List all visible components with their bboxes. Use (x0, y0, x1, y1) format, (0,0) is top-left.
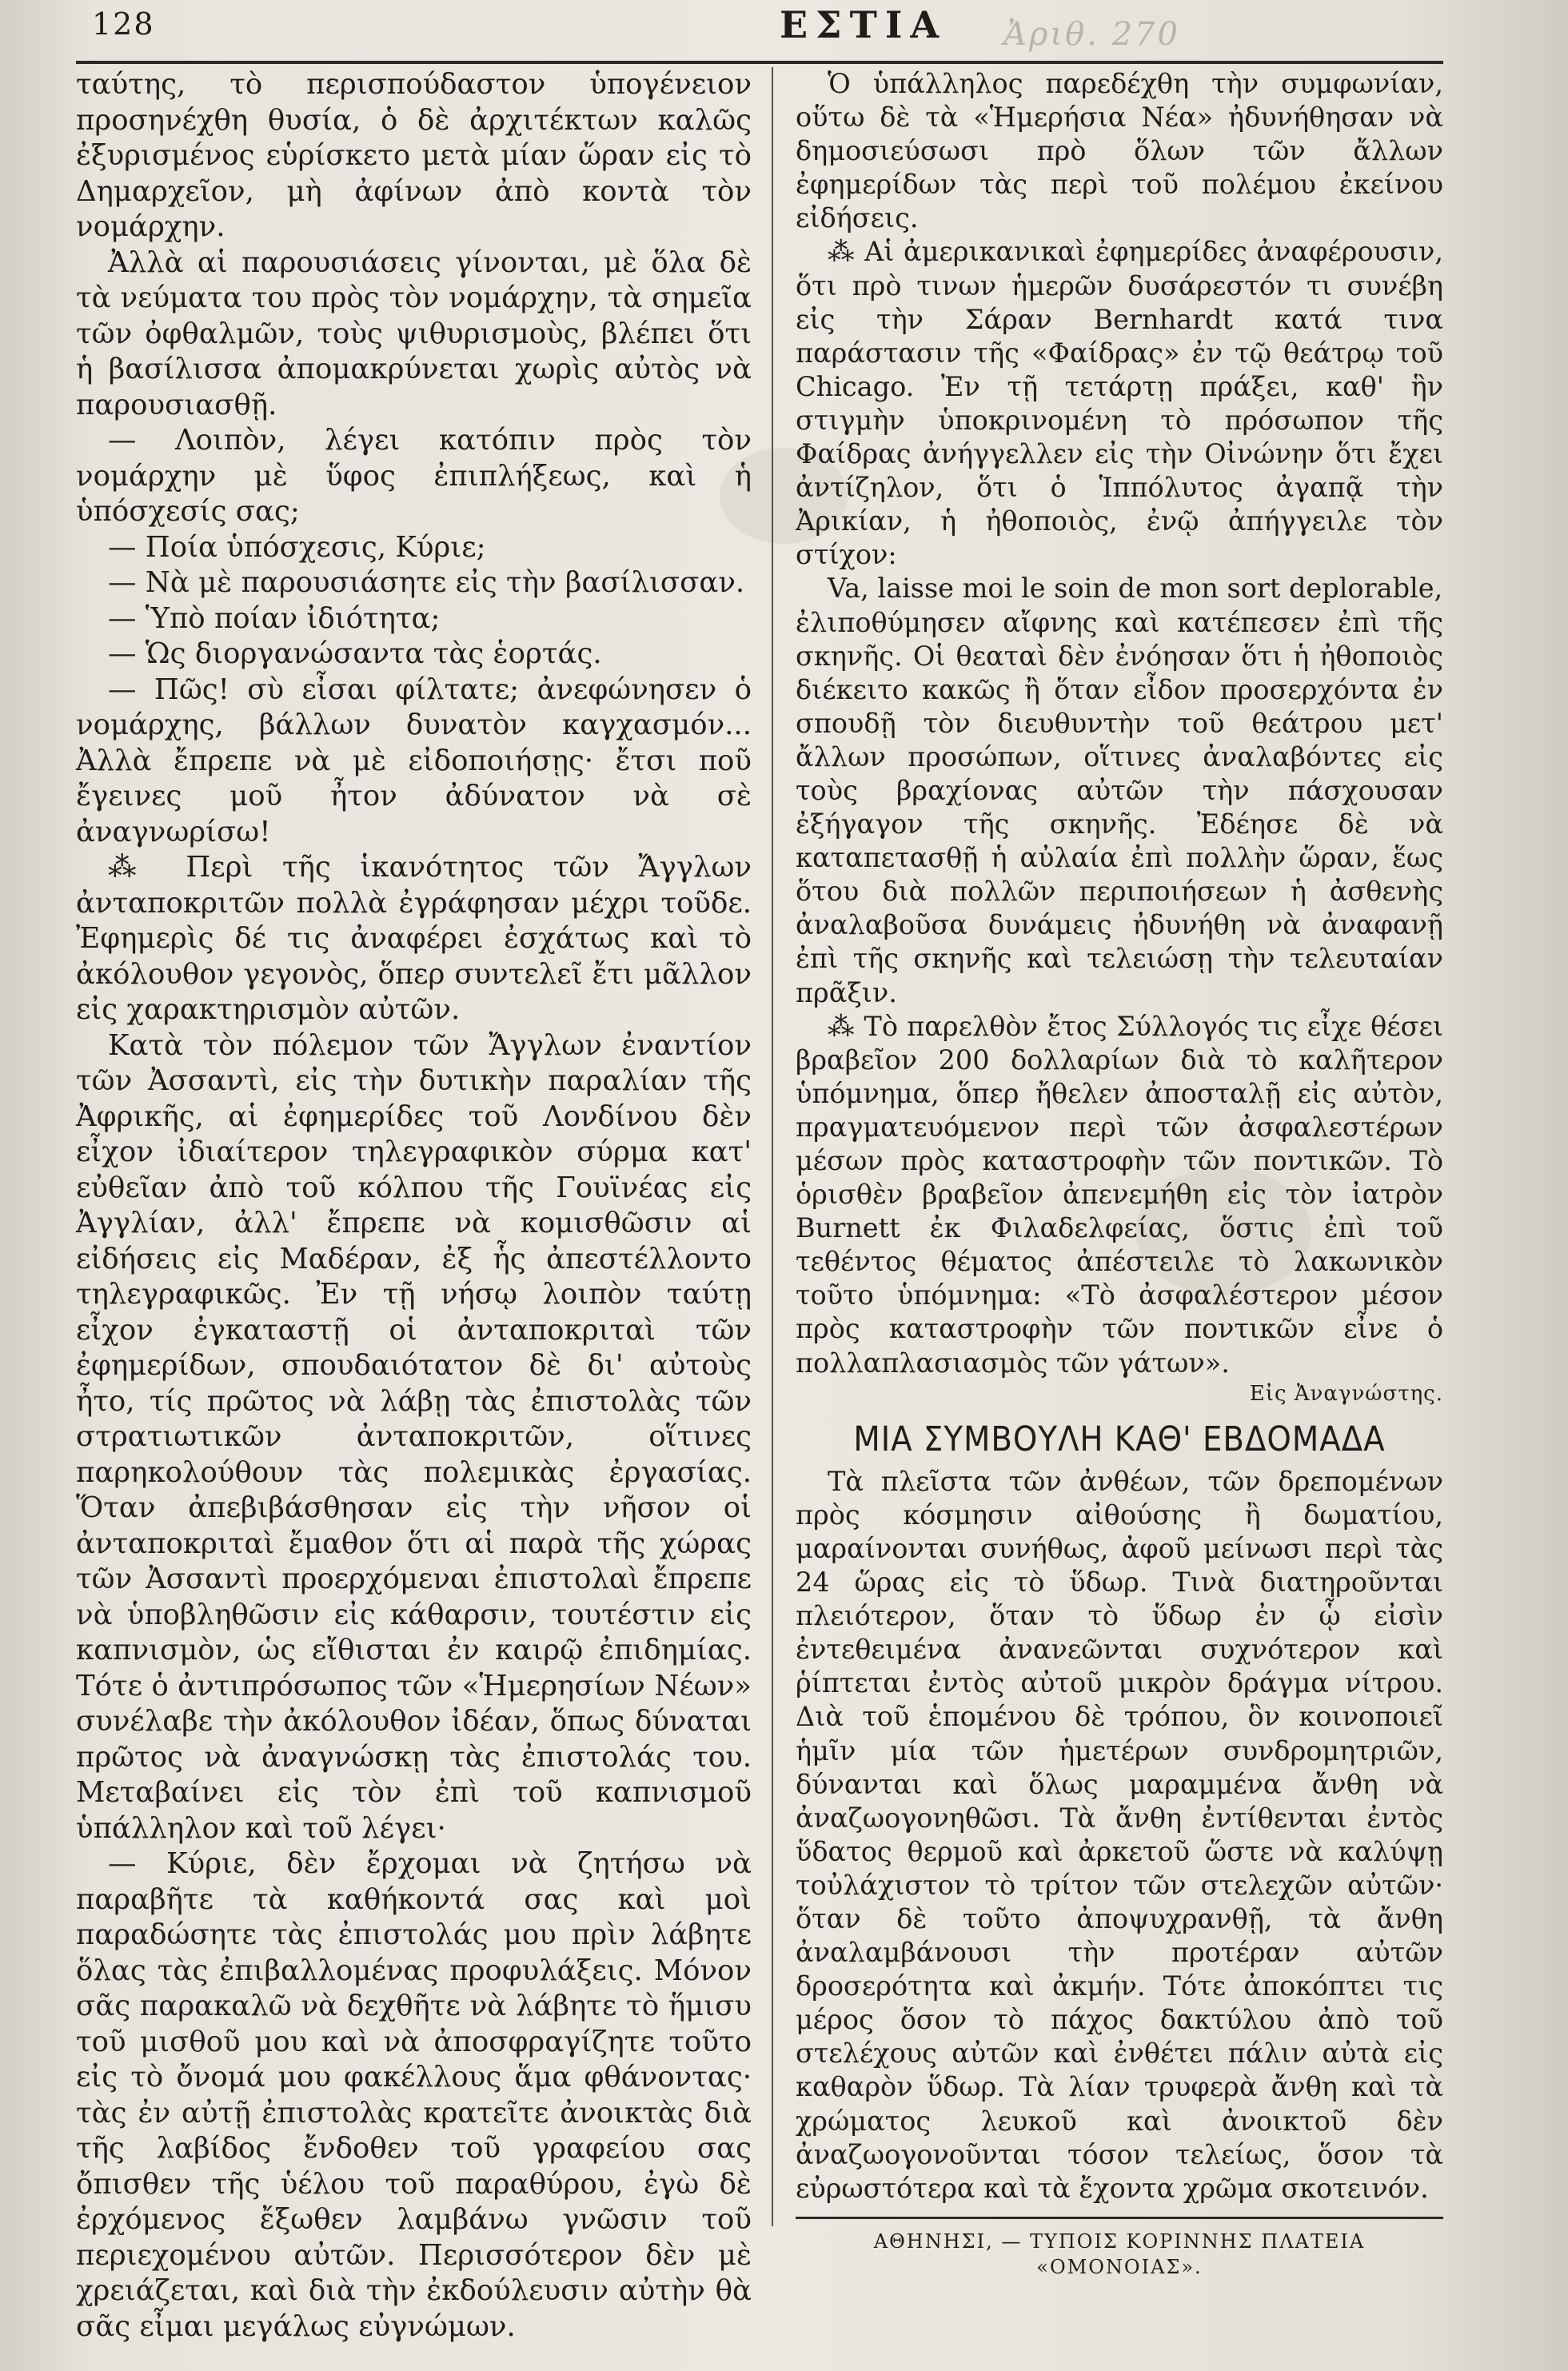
paragraph: ἐλιποθύμησεν αἴφνης καὶ κατέπεσεν ἐπὶ τῆς σκηνῆς. Οἱ θεαταὶ δὲν ἐνόησαν ὅτι ἡ ἠθοποιὸς διέκειτο κακῶς ἢ ὅταν εἶδον προσερχόντα ἐν σπουδῇ τὸν διευθυντὴν τοῦ θεάτρου μετ' ἄλλων προσώπων, οἵτινες ἀναλαβόντες εἰς τοὺς βραχίονας αὐτῶν τὴν πάσχουσαν ἐξήγαγον τῆς σκηνῆς. Ἐδέησε δὲ νὰ καταπετασθῇ ἡ αὐλαία ἐπὶ πολλὴν ὥραν, ἕως ὅτου διὰ πολλῶν περιποιήσεων ἡ ἀσθενὴς ἀναλαβοῦσα δυνάμεις ἠδυνήθη νὰ ἀναφανῇ ἐπὶ τῆς σκηνῆς καὶ τελειώσῃ τὴν τελευταίαν πρᾶξιν. (796, 606, 1443, 1008)
dialogue-line: — Ὑπὸ ποίαν ἰδιότητα; (108, 601, 441, 635)
signature: Εἰς Ἀναγνώστης. (1249, 1381, 1443, 1406)
verse-quote: Va, laisse moi le soin de mon sort deplorable, (828, 573, 1443, 605)
page-header (76, 0, 1435, 56)
paragraph: Τὰ πλεῖστα τῶν ἀνθέων, τῶν δρεπομένων πρὸς κόσμησιν αἰθούσης ἢ δωματίου, μαραίνονται συνήθως, ἀφοῦ μείνωσι περὶ τὰς 24 ὥρας εἰς τὸ ὕδωρ. Τινὰ διατηροῦνται πλειότερον, ὅταν τὸ ὕδωρ ἐν ᾧ εἰσὶν ἐντεθειμένα ἀνανεῶνται συχνότερον καὶ ῥίπτεται ἐντὸς αὐτοῦ μικρὸν δράγμα νίτρου. Διὰ τοῦ ἑπομένου δὲ τρόπου, ὃν κοινοποιεῖ ἡμῖν μία τῶν ἡμετέρων συνδρομητριῶν, δύνανται καὶ ὅλως μαραμμένα ἄνθη νὰ ἀναζωογονηθῶσι. Τὰ ἄνθη ἐντίθενται ἐντὸς ὕδατος θερμοῦ καὶ ἀρκετοῦ ὥστε νὰ καλύψῃ τοὐλάχιστον τὸ τρίτον τῶν στελεχῶν αὐτῶν· ὅταν δὲ τοῦτο ἀποψυχρανθῇ, τὰ ἄνθη ἀναλαμβάνουσι τὴν προτέραν αὐτῶν δροσερότητα καὶ ἀκμήν. Τότε ἀποκόπτει τις μέρος ὅσον τὸ πάχος δακτύλου ἀπὸ τοῦ στελέχους αὐτῶν καὶ ἐνθέτει πάλιν αὐτὰ εἰς καθαρὸν ὕδωρ. Τὰ λίαν τρυφερὰ ἄνθη καὶ τὰ χρώματος λευκοῦ καὶ ἀνοικτοῦ δὲν ἀναζωογονοῦνται τόσον τελείως, ὅσον τὰ εὐρωστότερα καὶ τὰ ἔχοντα χρῶμα σκοτεινόν. (796, 1465, 1443, 2204)
section-heading: ΜΙΑ ΣΥΜΒΟΥΛΗ ΚΑΘ' ΕΒΔΟΜΑΔΑ (853, 1419, 1386, 1459)
news-item: ⁂ Αἱ ἀμερικανικαὶ ἐφημερίδες ἀναφέρουσιν, ὅτι πρὸ τινων ἡμερῶν δυσάρεστόν τι συνέβη εἰς τὴν Σάραν Bernhardt κατά τινα παράστασιν τῆς «Φαίδρας» ἐν τῷ θεάτρῳ τοῦ Chicago. Ἐν τῇ τετάρτῃ πράξει, καθ' ἣν στιγμὴν ὑποκρινομένη τὸ πρόσωπον τῆς Φαίδρας ἀνήγγελλεν εἰς τὴν Οἰνώνην ὅτι ἔχει ἀντίζηλον, ὅτι ὁ Ἱππόλυτος ἀγαπᾷ τὴν Ἀρικίαν, ἡ ἠθοποιὸς, ἐνῷ ἀπήγγειλε τὸν στίχον: (796, 236, 1443, 571)
dialogue-line: — Νὰ μὲ παρουσιάσητε εἰς τὴν βασίλισσαν. (108, 566, 745, 599)
news-item: ⁂ Περὶ τῆς ἱκανότητος τῶν Ἄγγλων ἀνταποκριτῶν πολλὰ ἐγράφησαν μέχρι τοῦδε. Ἐφημερὶς δέ τις ἀναφέρει ἐσχάτως καὶ τὸ ἀκόλουθον γεγονὸς, ὅπερ συντελεῖ ἔτι μᾶλλον εἰς χαρακτηρισμὸν αὐτῶν. (76, 851, 752, 1026)
footer-rule (796, 2217, 1443, 2219)
paragraph: ταύτης, τὸ περισπούδαστον ὑπογένειον προσηνέχθη θυσία, ὁ δὲ ἀρχιτέκτων καλῶς ἐξυρισμένος εὑρίσκετο μετὰ μίαν ὥραν εἰς τὸ Δημαρχεῖον, μὴ ἀφίνων ἀπὸ κοντὰ τὸν νομάρχην. (76, 68, 752, 243)
news-item: ⁂ Τὸ παρελθὸν ἔτος Σύλλογός τις εἶχε θέσει βραβεῖον 200 δολλαρίων διὰ τὸ καλῆτερον ὑπόμνημα, ὅπερ ἤθελεν ἀποσταλῇ εἰς αὐτὸν, πραγματευόμενον περὶ τῶν ἀσφαλεστέρων μέσων πρὸς καταστροφὴν τῶν ποντικῶν. Τὸ ὁρισθὲν βραβεῖον ἀπενεμήθη εἰς τὸν ἰατρὸν Burnett ἐκ Φιλαδελφείας, ὅστις ἐπὶ τοῦ τεθέντος θέματος ἀπέστειλε τὸ λακωνικὸν τοῦτο ὑπόμνημα: «Τὸ ἀσφαλέστερον μέσον πρὸς καταστροφὴν τῶν ποντικῶν εἶνε ὁ πολλαπλασιασμὸς τῶν γάτων». (796, 1010, 1443, 1379)
right-column (796, 67, 1443, 2280)
left-column (76, 67, 752, 2345)
paragraph: — Κύριε, δὲν ἔρχομαι νὰ ζητήσω νὰ παραβῆτε τὰ καθήκοντά σας καὶ μοὶ παραδώσητε τὰς ἐπιστολάς μου πρὶν λάβητε ὅλας τὰς ἐπιβαλλομένας προφυλάξεις. Μόνον σᾶς παρακαλῶ νὰ δεχθῆτε νὰ λάβητε τὸ ἥμισυ τοῦ μισθοῦ μου καὶ νὰ ἀποσφραγίζητε τοῦτο εἰς τὸ ὄνομά μου φακέλλους ἅμα φθάνοντας· τὰς ἐν αὐτῇ ἐπιστολὰς κρατεῖτε ἀνοικτὰς διὰ τῆς λαβίδος ἔνδοθεν τοῦ γραφείου σας ὄπισθεν τῆς ὑέλου τοῦ παραθύρου, ἐγὼ δὲ ἐρχόμενος ἔξωθεν λαμβάνω γνῶσιν τοῦ περιεχομένου αὐτῶν. Περισσότερον δὲν μὲ χρειάζεται, καὶ διὰ τὴν ἐκδούλευσιν αὐτὴν θὰ σᾶς εἶμαι μεγάλως εὐγνώμων. (76, 1847, 752, 2343)
dialogue-line: — Ὡς διοργανώσαντα τὰς ἑορτάς. (108, 637, 602, 670)
show-through-text: Ἀριθ. 270 (1003, 16, 1180, 53)
running-title: ΕΣΤΙΑ (780, 3, 948, 46)
header-rule (76, 61, 1443, 64)
dialogue-line: — Πῶς! σὺ εἶσαι φίλτατε; ἀνεφώνησεν ὁ νομάρχης, βάλλων δυνατὸν καγχασμόν... Ἀλλὰ ἔπρεπε νὰ μὲ εἰδοποιήσῃς· ἔτσι ποῦ ἔγεινες μοῦ ἦτον ἀδύνατον νὰ σὲ ἀναγνωρίσω! (76, 673, 752, 848)
dialogue-line: — Ποία ὑπόσχεσις, Κύριε; (108, 530, 486, 564)
page-number: 128 (92, 6, 155, 42)
column-divider (772, 67, 773, 2226)
dialogue-line: — Λοιπὸν, λέγει κατόπιν πρὸς τὸν νομάρχην μὲ ὕφος ἐπιπλήξεως, καὶ ἡ ὑπόσχεσίς σας; (76, 424, 752, 528)
printer-imprint: ΑΘΗΝΗΣΙ, — ΤΥΠΟΙΣ ΚΟΡΙΝΝΗΣ ΠΛΑΤΕΙΑ «ΟΜΟΝΟΙΑΣ». (873, 2229, 1366, 2278)
paragraph: Κατὰ τὸν πόλεμον τῶν Ἄγγλων ἐναντίον τῶν Ἀσσαντὶ, εἰς τὴν δυτικὴν παραλίαν τῆς Ἀφρικῆς, αἱ ἐφημερίδες τοῦ Λονδίνου δὲν εἶχον ἰδιαίτερον τηλεγραφικὸν σύρμα κατ' εὐθεῖαν ἀπὸ τοῦ κόλπου τῆς Γουϊνέας εἰς Ἀγγλίαν, ἀλλ' ἔπρεπε νὰ κομισθῶσιν αἱ εἰδήσεις εἰς Μαδέραν, ἐξ ἧς ἀπεστέλλοντο τηλεγραφικῶς. Ἐν τῇ νήσῳ λοιπὸν ταύτῃ εἶχον ἐγκαταστῇ οἱ ἀνταποκριταὶ τῶν ἐφημερίδων, σπουδαιότατον δὲ δι' αὐτοὺς ἦτο, τίς πρῶτος νὰ λάβῃ τὰς ἐπιστολὰς τῶν στρατιωτικῶν ἀνταποκριτῶν, οἵτινες παρηκολούθουν τὰς πολεμικὰς ἐργασίας. Ὅταν ἀπεβιβάσθησαν εἰς τὴν νῆσον οἱ ἀνταποκριταὶ ἔμαθον ὅτι αἱ παρὰ τῆς χώρας τῶν Ἀσσαντὶ προερχόμεναι ἐπιστολαὶ ἔπρεπε νὰ ὑποβληθῶσιν εἰς κάθαρσιν, τουτέστιν εἰς καπνισμὸν, ὡς εἴθισται ἐν καιρῷ ἐπιδημίας. Τότε ὁ ἀντιπρόσωπος τῶν «Ἡμερησίων Νέων» συνέλαβε τὴν ἀκόλουθον ἰδέαν, ὅπως δύναται πρῶτος νὰ ἀναγνώσκῃ τὰς ἐπιστολάς του. Μεταβαίνει εἰς τὸν ἐπὶ τοῦ καπνισμοῦ ὑπάλληλον καὶ τοῦ λέγει· (76, 1028, 752, 1845)
paragraph: Ἀλλὰ αἱ παρουσιάσεις γίνονται, μὲ ὅλα δὲ τὰ νεύματα του πρὸς τὸν νομάρχην, τὰ σημεῖα τῶν ὀφθαλμῶν, τοὺς ψιθυρισμοὺς, βλέπει ὅτι ἡ βασίλισσα ἀπομακρύνεται χωρὶς αὐτὸς νὰ παρουσιασθῇ. (76, 245, 752, 421)
paragraph: Ὁ ὑπάλληλος παρεδέχθη τὴν συμφωνίαν, οὕτω δὲ τὰ «Ἡμερήσια Νέα» ἠδυνήθησαν νὰ δημοσιεύσωσι πρὸ ὅλων τῶν ἄλλων ἐφημερίδων τὰς περὶ τοῦ πολέμου ἐκείνου εἰδήσεις. (796, 68, 1443, 234)
